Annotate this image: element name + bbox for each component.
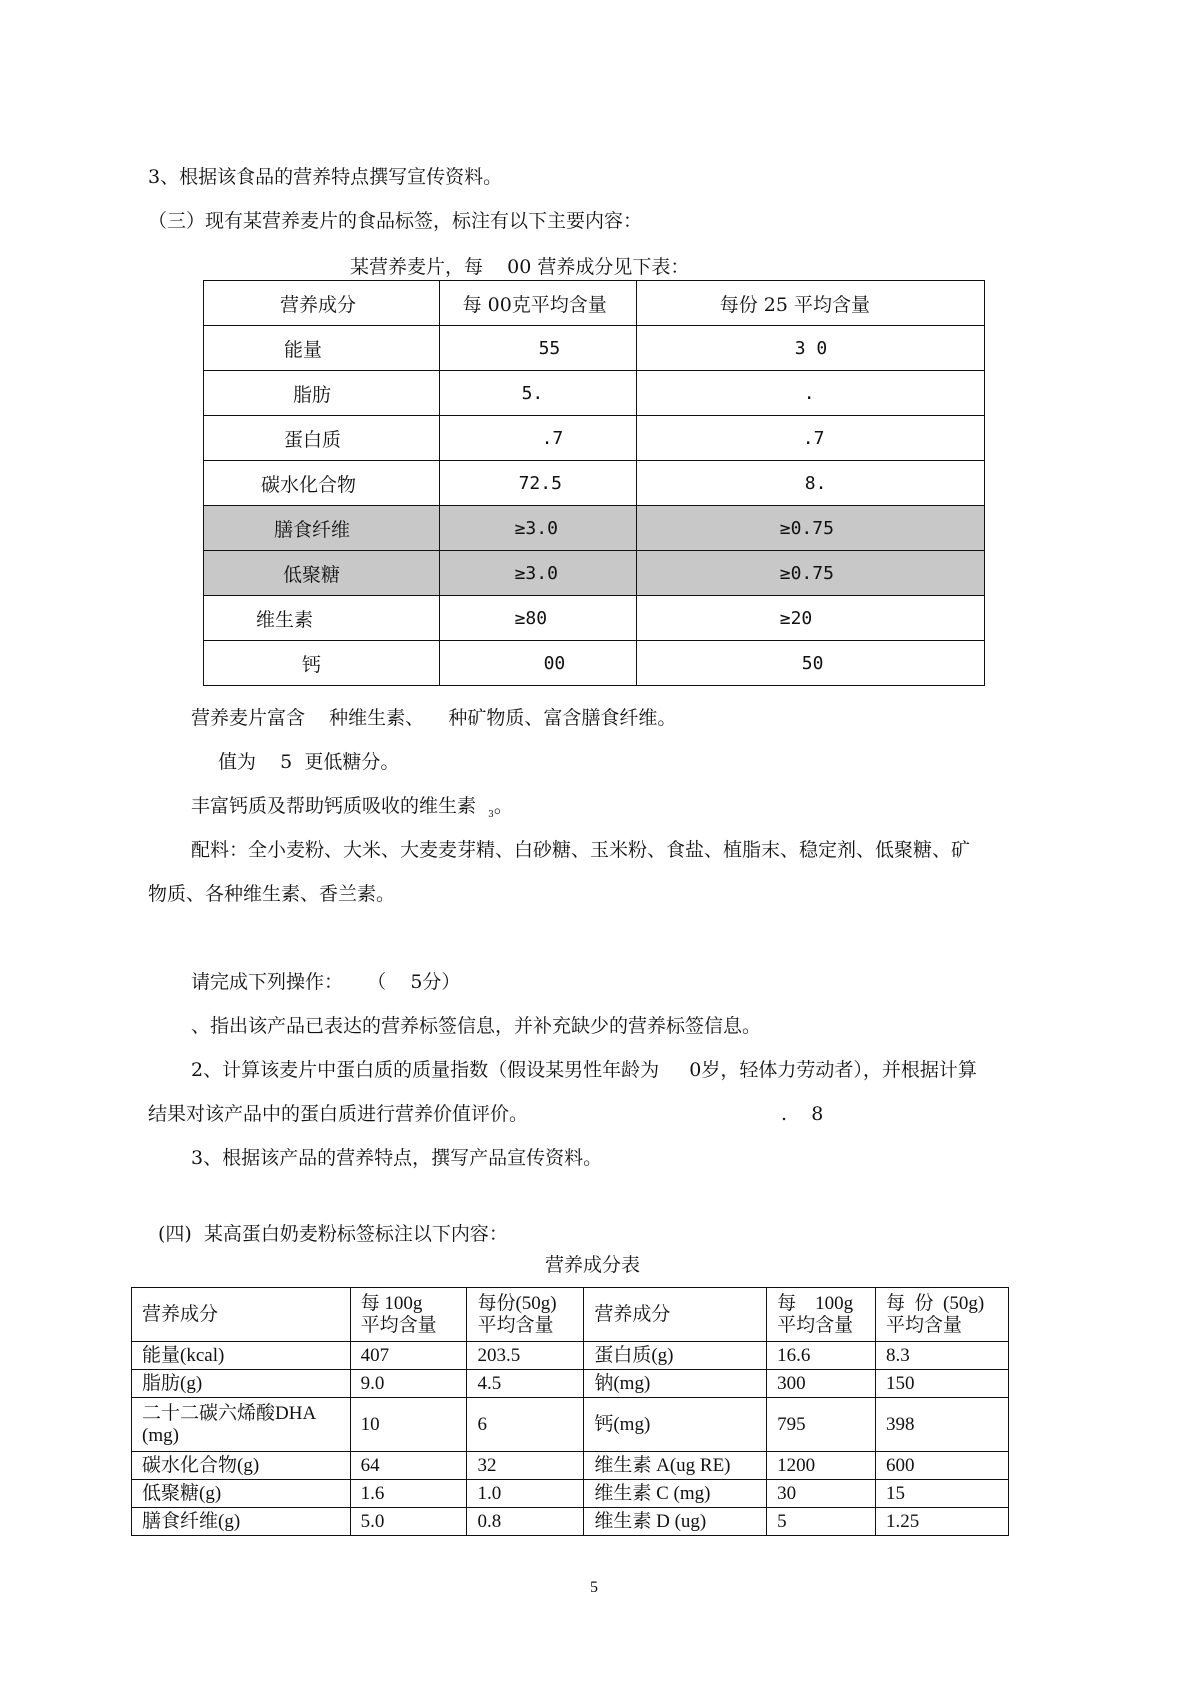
note-line-1: 营养麦片富含 种维生素、 种矿物质、富含膳食纤维。 xyxy=(191,707,677,729)
table-row xyxy=(204,641,985,686)
table-row xyxy=(204,506,985,551)
nutrition-table-2 xyxy=(131,1287,1009,1536)
table-cell: 1.0 xyxy=(467,1480,584,1508)
table-cell: 407 xyxy=(350,1342,467,1370)
table-cell: 5. xyxy=(439,371,636,416)
table-row xyxy=(132,1452,1009,1480)
page-number: 5 xyxy=(590,1579,598,1596)
table-cell: 8. xyxy=(636,461,984,506)
table2-header-cell: 营养成分 xyxy=(584,1288,767,1342)
section4-heading: (四) 某高蛋白奶麦粉标签标注以下内容： xyxy=(158,1223,508,1245)
table-cell: .7 xyxy=(636,416,984,461)
table-cell: 碳水化合物 xyxy=(204,461,440,506)
table-cell: ≥0.75 xyxy=(636,551,984,596)
table-cell: . xyxy=(636,371,984,416)
table-cell: ≥80 xyxy=(439,596,636,641)
table-cell: 600 xyxy=(876,1452,1009,1480)
subscript: 3 xyxy=(488,810,494,820)
table-cell: 15 xyxy=(876,1480,1009,1508)
table1-header-cell: 每份 25 平均含量 xyxy=(636,281,984,326)
table-cell: ≥0.75 xyxy=(636,506,984,551)
table-cell: 203.5 xyxy=(467,1342,584,1370)
table-row xyxy=(132,1508,1009,1536)
table-row xyxy=(204,551,985,596)
table2-header-cell: 营养成分 xyxy=(132,1288,351,1342)
ingredients-line-1: 配料：全小麦粉、大米、大麦麦芽精、白砂糖、玉米粉、食盐、植脂末、稳定剂、低聚糖、矿 xyxy=(191,839,971,861)
table-cell: 300 xyxy=(767,1370,876,1398)
table1-header-row xyxy=(204,281,985,326)
table-cell: 10 xyxy=(350,1398,467,1452)
task-2-line-1: 2、计算该麦片中蛋白质的质量指数（假设某男性年龄为 0岁，轻体力劳动者），并根据计算 xyxy=(191,1059,977,1081)
table-cell: 钙 xyxy=(204,641,440,686)
table-row xyxy=(132,1370,1009,1398)
table-cell: ≥20 xyxy=(636,596,984,641)
table-cell: 钠(mg) xyxy=(584,1370,767,1398)
intro-line-1: 3、根据该食品的营养特点撰写宣传资料。 xyxy=(148,166,503,188)
table-cell: 维生素 xyxy=(204,596,440,641)
table-cell: 6 xyxy=(467,1398,584,1452)
table-cell: 维生素 D (ug) xyxy=(584,1508,767,1536)
table-cell: 150 xyxy=(876,1370,1009,1398)
table-cell: 1.6 xyxy=(350,1480,467,1508)
table-cell: 二十二碳六烯酸DHA (mg) xyxy=(132,1398,351,1452)
table-cell: 72.5 xyxy=(439,461,636,506)
table-cell: 5 xyxy=(767,1508,876,1536)
table-cell: 8.3 xyxy=(876,1342,1009,1370)
table-row xyxy=(204,416,985,461)
tasks-title: 请完成下列操作： （ 5分） xyxy=(191,971,461,993)
table-row xyxy=(132,1480,1009,1508)
table-cell: 能量(kcal) xyxy=(132,1342,351,1370)
table-cell: 1.25 xyxy=(876,1508,1009,1536)
table-cell: 膳食纤维(g) xyxy=(132,1508,351,1536)
note-line-3: 丰富钙质及帮助钙质吸收的维生素 $_3$。 xyxy=(191,795,513,820)
table2-header-cell: 每 100g 平均含量 xyxy=(767,1288,876,1342)
table-cell: 64 xyxy=(350,1452,467,1480)
table-cell: 脂肪(g) xyxy=(132,1370,351,1398)
table-cell: 钙(mg) xyxy=(584,1398,767,1452)
table-cell: 0.8 xyxy=(467,1508,584,1536)
task-2-line-2: 结果对该产品中的蛋白质进行营养价值评价。 xyxy=(148,1103,529,1125)
table-cell: ≥3.0 xyxy=(439,551,636,596)
table-cell: 50 xyxy=(636,641,984,686)
task-3: 3、根据该产品的营养特点，撰写产品宣传资料。 xyxy=(191,1147,603,1169)
table-cell: 5.0 xyxy=(350,1508,467,1536)
table-cell: 蛋白质(g) xyxy=(584,1342,767,1370)
table-row xyxy=(204,596,985,641)
table-cell: 16.6 xyxy=(767,1342,876,1370)
table1-header-cell: 每 00克平均含量 xyxy=(439,281,636,326)
table-cell: 低聚糖 xyxy=(204,551,440,596)
task-2-tail: . 8 xyxy=(781,1103,824,1125)
table1-header-cell: 营养成分 xyxy=(204,281,440,326)
table-cell: 32 xyxy=(467,1452,584,1480)
table2-header-row xyxy=(132,1288,1009,1342)
table1-caption: 某营养麦片，每 00 营养成分见下表： xyxy=(350,256,690,278)
table-cell: 膳食纤维 xyxy=(204,506,440,551)
table-row xyxy=(132,1398,1009,1452)
table-cell: 00 xyxy=(439,641,636,686)
table-cell: 低聚糖(g) xyxy=(132,1480,351,1508)
table-row xyxy=(204,371,985,416)
table-cell: 3 0 xyxy=(636,326,984,371)
table-cell: 9.0 xyxy=(350,1370,467,1398)
table-row xyxy=(204,326,985,371)
table-cell: 398 xyxy=(876,1398,1009,1452)
table-cell: 碳水化合物(g) xyxy=(132,1452,351,1480)
table-cell: 55 xyxy=(439,326,636,371)
task-1: 、指出该产品已表达的营养标签信息，并补充缺少的营养标签信息。 xyxy=(191,1015,762,1037)
table-row xyxy=(132,1342,1009,1370)
table-cell: 能量 xyxy=(204,326,440,371)
table-row xyxy=(204,461,985,506)
table-cell: .7 xyxy=(439,416,636,461)
table-cell: 维生素 C (mg) xyxy=(584,1480,767,1508)
table-cell: 30 xyxy=(767,1480,876,1508)
table2-header-cell: 每 100g 平均含量 xyxy=(350,1288,467,1342)
table-cell: 4.5 xyxy=(467,1370,584,1398)
table2-caption: 营养成分表 xyxy=(545,1254,641,1276)
note-line-2: 值为 5 更低糖分。 xyxy=(218,751,400,773)
table-cell: 维生素 A(ug RE) xyxy=(584,1452,767,1480)
table-cell: 795 xyxy=(767,1398,876,1452)
table-cell: 1200 xyxy=(767,1452,876,1480)
table2-header-cell: 每 份 (50g) 平均含量 xyxy=(876,1288,1009,1342)
intro-line-2: （三）现有某营养麦片的食品标签，标注有以下主要内容： xyxy=(148,210,643,232)
nutrition-table-1 xyxy=(203,280,985,686)
table2-header-cell: 每份(50g) 平均含量 xyxy=(467,1288,584,1342)
table-cell: ≥3.0 xyxy=(439,506,636,551)
ingredients-line-2: 物质、各种维生素、香兰素。 xyxy=(148,883,396,905)
table-cell: 蛋白质 xyxy=(204,416,440,461)
table-cell: 脂肪 xyxy=(204,371,440,416)
